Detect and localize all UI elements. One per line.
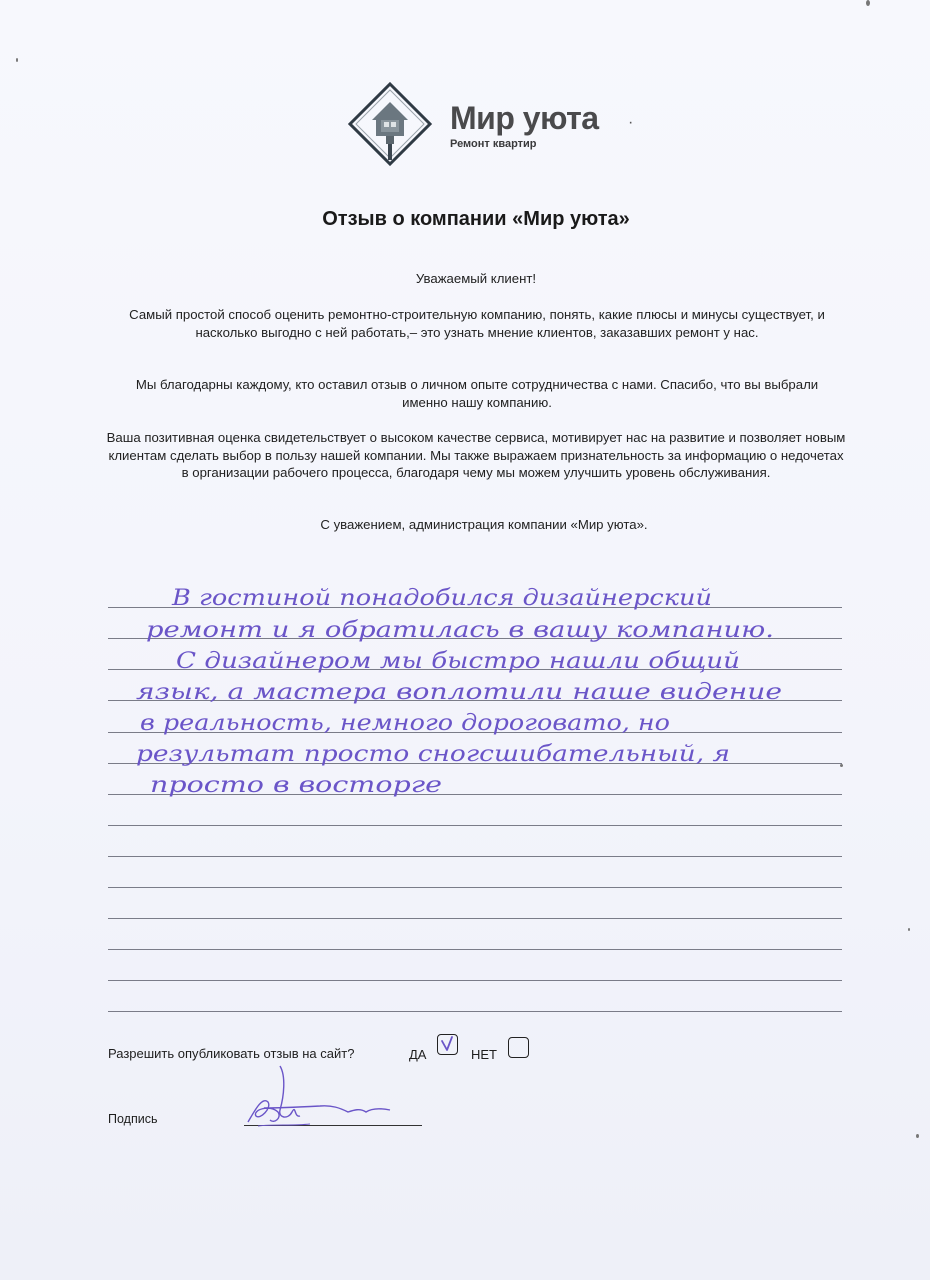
scan-speck <box>16 58 18 62</box>
review-line: ремонт и я обратилась в вашу компанию. <box>146 618 774 643</box>
logo-wordmark: Мир уюта <box>450 100 599 136</box>
signature-label: Подпись <box>108 1112 158 1126</box>
handwritten-signature <box>240 1062 420 1134</box>
scan-speck <box>908 928 910 931</box>
review-line: С дизайнером мы быстро нашли общий <box>176 649 740 674</box>
no-label: НЕТ <box>471 1047 497 1062</box>
intro-paragraph: Самый простой способ оценить ремонтно-строительную компанию, понять, какие плюсы и минусы существует, и насколько выгодно с ней работать,– это узнать мнение клиентов, заказавших ремонт у нас. <box>129 307 825 340</box>
review-line: в реальность, немного дороговато, но <box>140 711 670 736</box>
review-line: просто в восторге <box>150 773 442 798</box>
review-line: язык, а мастера воплотили наше видение <box>136 680 782 705</box>
decorative-dot: · <box>628 114 634 131</box>
greeting-text: Уважаемый клиент! <box>415 271 537 286</box>
scan-speck <box>840 764 843 767</box>
yes-label: ДА <box>409 1047 427 1062</box>
checkmark-icon <box>437 1034 458 1055</box>
review-line: В гостиной понадобился дизайнерский <box>170 586 713 611</box>
logo-tagline: Ремонт квартир <box>450 138 537 150</box>
page-title: Отзыв о компании «Мир уюта» <box>322 208 630 230</box>
publish-consent-question: Разрешить опубликовать отзыв на сайт? <box>108 1046 355 1061</box>
thanks-paragraph: Мы благодарны каждому, кто оставил отзыв о личном опыте сотрудничества с нами. Спасибо, что вы выбрали именно нашу компанию. <box>135 377 819 410</box>
review-line: результат просто сногсшибательный, я <box>136 742 730 767</box>
closing-text: С уважением, администрация компании «Мир уюта». <box>320 517 648 532</box>
scan-speck <box>866 0 870 6</box>
no-checkbox[interactable] <box>508 1037 529 1058</box>
feedback-paragraph: Ваша позитивная оценка свидетельствует о высоком качестве сервиса, мотивирует нас на развитие и позволяет новым клиентам сделать выбор в пользу нашей компании. Мы также выражаем признательность за информацию о недочетах в организации рабочего процесса, благодаря чему мы можем улучшить уровень обслуживания. <box>106 430 846 480</box>
scan-speck <box>916 1134 919 1138</box>
yes-checkbox[interactable] <box>437 1034 458 1055</box>
